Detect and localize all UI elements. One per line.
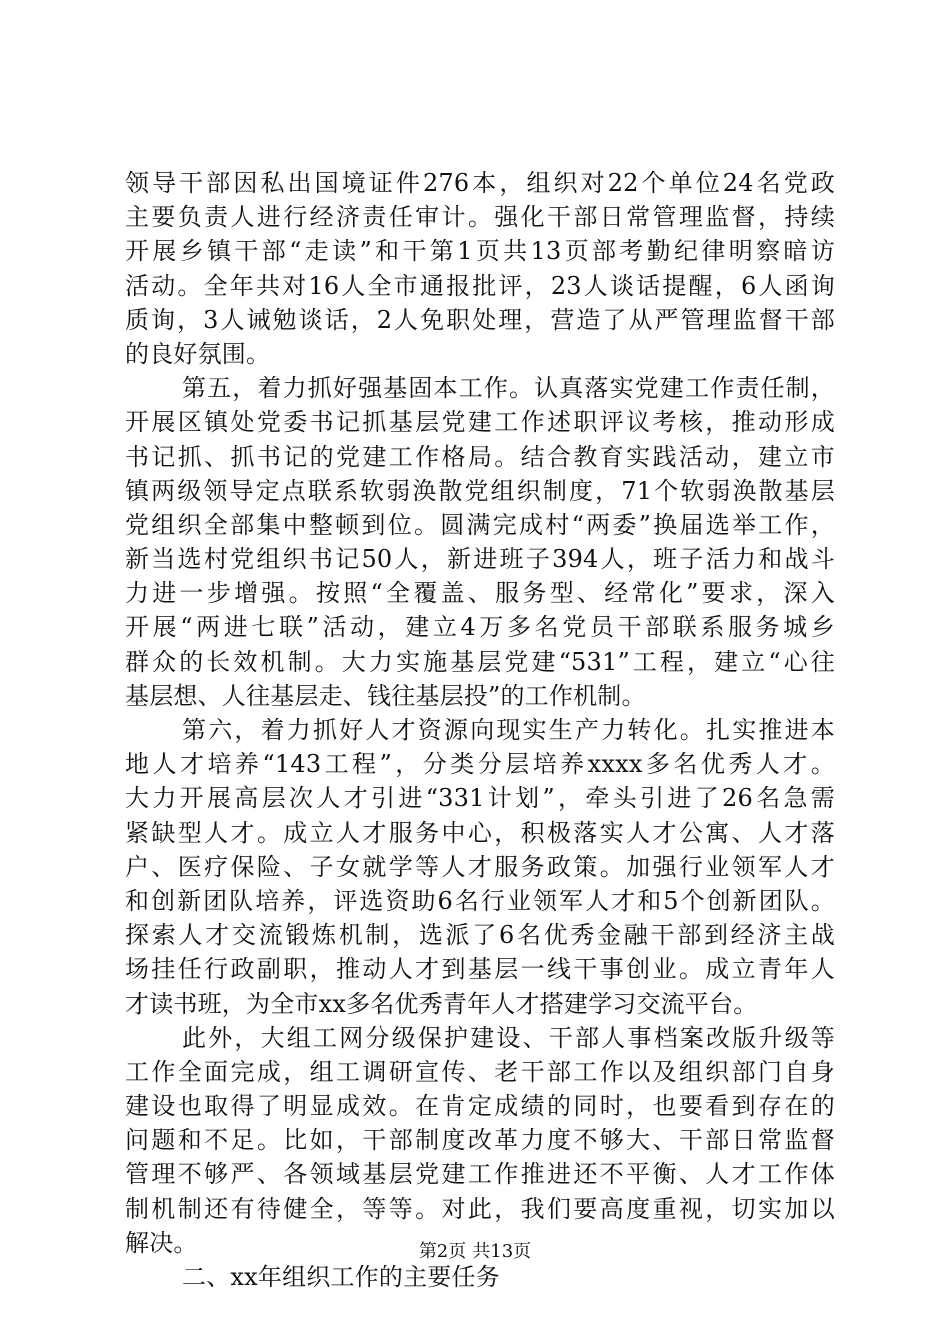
document-body [125, 166, 835, 1294]
text-line: 场挂任行政副职，推动人才到基层一线干事创业。成立青年人 [125, 955, 835, 984]
text-line: 管理不够严、各领域基层党建工作推进还不平衡、人才工作体 [125, 1160, 835, 1189]
text-line: 书记抓、抓书记的党建工作格局。结合教育实践活动，建立市 [125, 442, 835, 471]
text-line: 力进一步增强。按照“全覆盖、服务型、经常化”要求，深入 [125, 579, 835, 608]
text-line: 建设也取得了明显成效。在肯定成绩的同时，也要看到存在的 [125, 1092, 835, 1121]
text-line: 解决。 [125, 1228, 198, 1257]
text-line: 户、医疗保险、子女就学等人才服务政策。加强行业领军人才 [125, 852, 835, 881]
text-line: 开展“两进七联”活动，建立4万多名党员干部联系服务城乡 [125, 613, 835, 642]
text-line: 才读书班，为全市xx多名优秀青年人才搭建学习交流平台。 [125, 989, 758, 1018]
text-line: 质询，3人诫勉谈话，2人免职处理，营造了从严管理监督干部 [125, 305, 835, 334]
text-line: 地人才培养“143工程”，分类分层培养xxxx多名优秀人才。 [125, 750, 835, 779]
text-line: 开展乡镇干部“走读”和干第1页共13页部考勤纪律明察暗访 [125, 237, 835, 266]
text-line: 问题和不足。比如，干部制度改革力度不够大、干部日常监督 [125, 1126, 835, 1155]
paragraph-start-line: 第五，着力抓好强基固本工作。认真落实党建工作责任制， [182, 374, 835, 403]
text-line: 紧缺型人才。成立人才服务中心，积极落实人才公寓、人才落 [125, 818, 835, 847]
text-line: 主要负责人进行经济责任审计。强化干部日常管理监督，持续 [125, 203, 835, 232]
page-total: 共13页 [472, 1241, 532, 1262]
text-line: 工作全面完成，组工调研宣传、老干部工作以及组织部门自身 [125, 1057, 835, 1086]
text-line: 探索人才交流锻炼机制，选派了6名优秀金融干部到经济主战 [125, 921, 835, 950]
text-line: 活动。全年共对16人全市通报批评，23人谈话提醒，6人函询 [125, 271, 835, 300]
text-line: 基层想、人往基层走、钱往基层投”的工作机制。 [125, 681, 646, 710]
text-line: 和创新团队培养，评选资助6名行业领军人才和5个创新团队。 [125, 886, 835, 915]
text-line: 制机制还有待健全，等等。对此，我们要高度重视，切实加以 [125, 1194, 835, 1223]
page-number: 第2页 [418, 1241, 467, 1262]
text-line: 的良好氛围。 [125, 339, 271, 368]
page-footer [0, 1240, 950, 1264]
paragraph-start-line: 此外，大组工网分级保护建设、干部人事档案改版升级等 [182, 1023, 835, 1052]
text-line: 党组织全部集中整顿到位。圆满完成村“两委”换届选举工作， [125, 510, 835, 539]
text-line: 大力开展高层次人才引进“331计划”，牵头引进了26名急需 [125, 784, 835, 813]
text-line: 新当选村党组织书记50人，新进班子394人，班子活力和战斗 [125, 545, 835, 574]
text-line: 领导干部因私出国境证件276本，组织对22个单位24名党政 [125, 169, 835, 197]
text-line: 群众的长效机制。大力实施基层党建“531”工程，建立“心往 [125, 647, 835, 676]
text-line: 镇两级领导定点联系软弱涣散党组织制度，71个软弱涣散基层 [125, 476, 835, 505]
section-heading: 二、xx年组织工作的主要任务 [182, 1263, 500, 1291]
paragraph-start-line: 第六，着力抓好人才资源向现实生产力转化。扎实推进本 [182, 716, 835, 744]
text-line: 开展区镇处党委书记抓基层党建工作述职评议考核，推动形成 [125, 408, 835, 437]
